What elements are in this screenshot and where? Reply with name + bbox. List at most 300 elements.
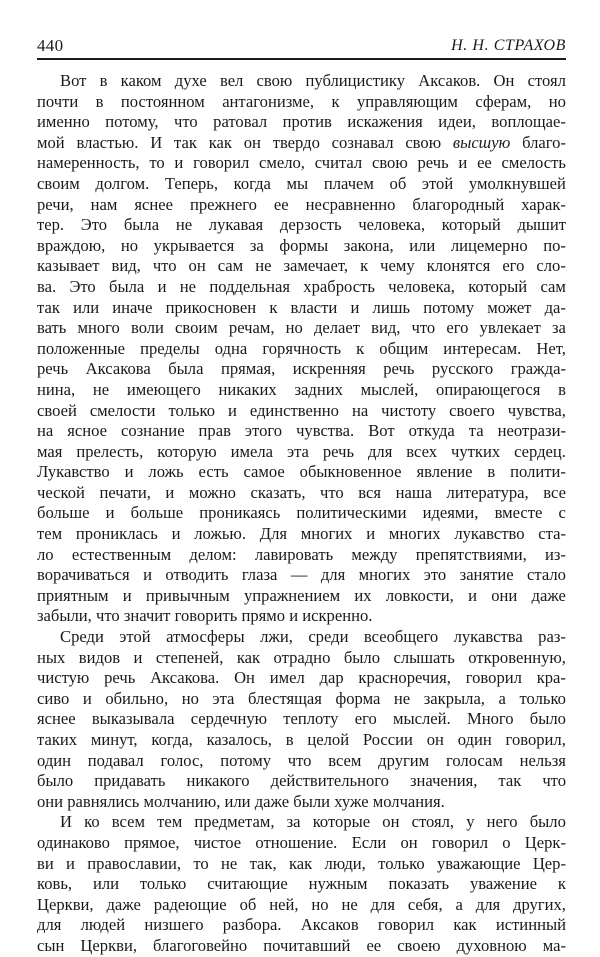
word: показать [388,874,450,894]
word: откуда [408,421,455,441]
word: красноречия, [358,668,451,688]
word: к [356,338,365,358]
word: естественным [71,544,172,564]
word: в [558,379,566,399]
word: ковь, [37,874,73,894]
word: в [99,71,108,90]
word: что [287,750,312,770]
word: было [529,709,566,729]
word: говорил [431,832,489,852]
word: прежнего [189,194,257,214]
word: и [133,647,143,667]
word: на [37,421,54,441]
word: не [221,853,238,873]
word: лукавства [453,627,523,647]
word: речь [417,153,449,173]
word: у [466,812,475,832]
word: вид, [111,256,141,276]
word: или [409,235,436,255]
word: чувства, [507,400,566,420]
word: имеющего [126,379,201,399]
word: глаза [241,565,278,585]
word: отрадно [273,647,331,667]
word: мы [286,173,309,193]
word: к [269,297,278,317]
word: Аксакова [85,359,151,379]
word: сферам, [475,91,532,111]
text-line [37,812,566,833]
word: в [487,462,496,482]
word: были [293,791,335,811]
word: именно [37,112,90,132]
word: к [360,256,369,276]
word: а [498,688,506,708]
word: другим [378,750,430,770]
word: так, [249,853,277,873]
word: теплоту [283,709,339,729]
word: антагонизме, [222,91,315,111]
word: один [457,730,492,749]
word: или [224,791,255,811]
word: сын [37,935,65,955]
text-line [37,133,566,154]
word: или [73,297,100,317]
word: считающие [207,874,288,894]
word: прямая, [220,359,276,379]
word: значит [123,606,175,626]
word: как [453,915,477,935]
word: и [66,853,75,873]
word: говорил, [505,730,566,749]
text-line [37,442,566,463]
word: только [139,874,187,894]
word: когда [233,173,271,193]
word: целой [307,730,350,749]
word: всем [111,812,145,832]
word: публицистику [305,71,406,90]
word: вать [37,318,67,338]
word: их [354,585,372,605]
word: и [171,524,181,544]
word: всеобщего [363,627,439,647]
word: смелости [89,400,156,420]
word: атмосферы [166,627,245,647]
word: придавать [94,771,166,791]
word: имела [230,441,273,461]
word: действительного [270,771,389,791]
word: видов [78,647,121,667]
word: дышит [517,215,566,235]
word: его [354,709,377,729]
word: полити- [510,462,566,482]
word: обильно, [105,688,169,708]
word: мыслей. [393,709,451,729]
word: своего [449,400,495,420]
word: потому [423,297,475,317]
word: прикосновен [165,297,257,317]
word: речи, [37,194,74,214]
word: литература, [446,482,529,502]
word: людей [80,915,126,935]
word: делом: [189,544,237,564]
word: Аксакова. [150,668,220,688]
word: больше [130,503,184,523]
word: которую [157,441,217,461]
word: прелесть, [76,441,144,461]
word: стоял, [411,812,455,832]
word: что [95,606,124,626]
word: чистоту [381,400,437,420]
text-line [37,936,566,957]
word: выказывала [91,709,175,729]
word: мая [37,441,63,461]
word: а [455,894,463,914]
word: ных [37,647,66,667]
text-line [37,112,566,133]
word: говорил [193,153,250,173]
word: делает [313,318,361,338]
text-line [37,153,566,174]
word: постоянном [120,91,205,111]
word: чувства. [296,421,355,441]
word: но [548,91,566,111]
text-line [37,380,566,401]
word: блестящая [247,688,322,708]
word: против [282,112,332,132]
word: только [519,688,566,708]
word: сердечную [190,709,268,729]
word: было [37,771,74,791]
word: ложь [148,462,184,482]
text-line [37,709,566,730]
word: православии, [87,853,181,873]
word: сам [540,276,566,296]
word: да- [544,297,566,317]
word: яснее [134,194,173,214]
word: закона, [343,235,394,255]
word: наша [395,482,432,502]
word: ва. [37,276,57,296]
word: искренняя [292,359,366,379]
word: России [362,730,413,749]
word: он [243,132,261,152]
word: и [122,585,132,605]
paragraph [37,627,566,812]
word: отводить [165,565,229,585]
word: по- [543,235,566,255]
word: храбрость [303,276,375,296]
text-line [37,462,566,483]
word: как [288,853,313,873]
word: и [468,585,477,605]
word: откровенную, [468,647,566,667]
word: сознание [120,421,185,441]
text-line [37,627,566,648]
word: речь [383,359,415,379]
word: речь [37,359,69,379]
word: человека, [358,215,426,235]
word: обыкновенное [299,462,402,482]
word: почти [37,91,79,111]
word: печати, [99,482,151,502]
page-header [37,36,566,58]
word: Это [80,215,108,235]
word: намеренность, [37,153,140,173]
text-line [37,792,566,813]
word: считал [314,153,363,173]
word: только [168,400,215,420]
text-line [37,895,566,916]
word: смело, [258,153,305,173]
word: духе [174,71,207,90]
word: но [311,894,329,914]
word: раз- [538,627,566,647]
word: стоял [527,71,566,90]
word: других, [513,894,566,914]
word: Вот [60,71,87,90]
word: лукавство [454,524,525,544]
word: и [143,565,152,585]
word: хуже [334,791,373,811]
word: долгом. [95,173,150,193]
word: так [37,297,60,317]
word: когда, [151,730,193,749]
word: плачем [323,173,374,193]
word: Он [493,71,515,90]
word: ческой [37,482,85,502]
word: как [236,647,261,667]
word: ловкости, [385,585,454,605]
word: духовною [456,935,527,955]
word: ложью. [194,524,246,544]
word: Среди [60,627,104,647]
word: и [124,462,134,482]
word: Лукавство [37,462,110,482]
word: Если [351,832,387,852]
word: чистое [193,832,242,852]
word: потому, [105,112,159,132]
word: сиво [37,688,70,708]
word: этого [244,421,283,441]
word: ясное [67,421,107,441]
word: прямо [241,606,290,626]
word: вел [219,71,244,90]
word: для [475,894,501,914]
word: или [92,874,119,894]
word: властью. [76,132,139,152]
word: даже [531,585,566,605]
word: опирающегося [436,379,541,399]
word: и [82,688,92,708]
word: Нет, [536,338,566,358]
word: все [543,482,566,502]
word: свою [256,71,293,90]
header-rule [37,58,566,60]
word: никакого [186,771,250,791]
word: сказать, [250,482,306,502]
word: может [487,297,532,317]
word: было [343,647,380,667]
word: благо- [522,132,566,152]
word: клонятся [426,256,491,276]
text-line [37,730,566,751]
word: который [441,215,501,235]
word: занятие [459,565,514,585]
word: и [227,400,237,420]
word: между [351,544,398,564]
word: даже [106,894,141,914]
paragraph [37,812,566,956]
word: который [468,276,528,296]
word: казалось, [206,730,272,749]
word: к [557,874,566,894]
word: не [255,256,272,276]
word: каком [120,71,162,90]
word: один [37,750,72,770]
word: Он [234,668,255,688]
text-line [37,771,566,792]
text-line [37,565,566,586]
word: власти [290,297,338,317]
word: и [350,297,360,317]
word: так [498,771,522,791]
word: Это [69,276,96,296]
word: и [458,153,468,173]
word: была [109,276,145,296]
word: на [351,400,369,420]
word: ло [37,544,54,564]
word: из- [545,544,566,564]
word: многих [388,524,441,544]
text-line [37,339,566,360]
word: чему [380,256,415,276]
word: свою [371,153,408,173]
page-number: 440 [37,36,64,55]
word: он [400,832,418,852]
word: и [157,276,167,296]
word: и [165,482,175,502]
word: замечает, [283,256,349,276]
word: много [77,318,120,338]
word: но [285,318,303,338]
word: но [120,235,139,255]
word: идеи, [438,112,476,132]
word: уважающие [436,853,521,873]
word: почитавший [263,935,351,955]
text-line [37,854,566,875]
word: об [239,894,257,914]
text-line [37,668,566,689]
word: привычным [145,585,230,605]
word: ее [273,194,289,214]
word: и [105,503,115,523]
word: Церкви, [80,935,137,955]
word: прямое, [124,832,180,852]
word: сам [217,256,244,276]
word: лицемерно [450,235,528,255]
word: одна [214,338,248,358]
word: речам, [228,318,275,338]
word: прониклась [75,524,158,544]
word: приятным [37,585,109,605]
word: дар [319,668,344,688]
text-line [37,586,566,607]
text-line [37,174,566,195]
word: всем [328,750,362,770]
word: стало [527,565,566,585]
word: которые [312,812,371,832]
word: люди, [324,853,366,873]
text-line [37,277,566,298]
word: ней, [269,894,299,914]
word: явление [416,462,473,482]
text-line [37,874,566,895]
word: нельзя [519,750,566,770]
word: ворачиваться [37,565,130,585]
word: Теперь, [164,173,218,193]
word: никаких [218,379,277,399]
text-line [37,215,566,236]
word: о [502,832,511,852]
word: своею [397,935,441,955]
word: они [491,585,518,605]
word: И [150,132,163,152]
word: Церкви, [37,894,94,914]
word: потому [220,750,272,770]
word: увлекает [479,318,541,338]
word: ко [84,812,100,832]
word: имел [269,668,305,688]
word: него [486,812,518,832]
word: вся [358,482,382,502]
word: яснее [37,709,76,729]
word: своей [37,400,77,420]
word: с [558,503,566,523]
word: всех [406,441,438,461]
word: казывает [37,256,100,276]
word: враждою, [37,235,106,255]
word: смелость [501,153,566,173]
word: поддельная [209,276,290,296]
text-line [37,92,566,113]
word: слышать [393,647,455,667]
word: препятствиями, [415,544,527,564]
word: укрывается [153,235,235,255]
word: минут, [90,730,138,749]
word: то [193,853,209,873]
word: истинный [495,915,566,935]
word: он [426,730,444,749]
word: дерзость [279,215,342,235]
word: искажения [347,112,423,132]
word: — [290,565,308,585]
word: в [285,730,294,749]
word: несравненно [305,194,396,214]
word: уважение [469,874,537,894]
word: искренно. [302,606,373,626]
word: своим [175,318,218,338]
word: лавировать [254,544,334,564]
word: русского [431,359,494,379]
text-line [37,298,566,319]
word: управляющим [356,91,458,111]
word: то [149,153,165,173]
text-line [37,915,566,936]
word: воплощае- [491,112,566,132]
word: что [152,256,177,276]
word: можно [188,482,236,502]
word: говорить [174,606,242,626]
